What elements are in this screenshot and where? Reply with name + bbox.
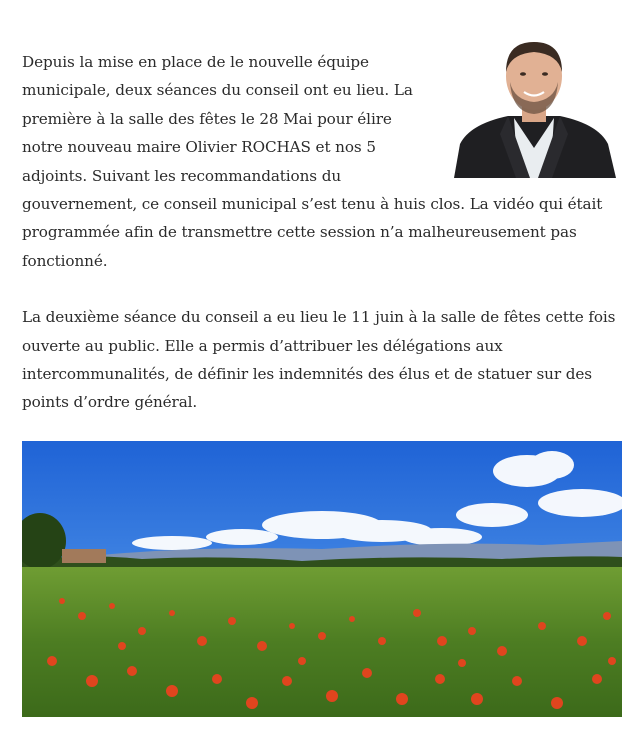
paragraph-first-session: Depuis la mise en place de le nouvelle équipe municipale, deux séances du conseil ont eu lieu. La première à la salle des fêtes le 28 Mai pour élire notre nouveau maire Olivier ROCHAS et nos 5 adjoints. Suivant les recommandations du gouvernement, ce conseil municipal s’est tenu à huis clos. La vidéo qui était programmée afin de transmettre cette session n’a malheureusement pas fonctionné. xyxy=(22,53,603,270)
poppy-field-photo xyxy=(22,441,622,717)
article-body xyxy=(22,0,622,417)
mayor-portrait-image xyxy=(446,36,622,178)
paragraph-second-session: La deuxième séance du conseil a eu lieu le 11 juin à la salle de fêtes cette fois ouverte au public. Elle a permis d’attribuer les délégations aux intercommunalités, de définir les indemnités des élus et de statuer sur des points d’ordre général. xyxy=(22,308,616,412)
mayor-portrait xyxy=(446,36,622,178)
poppy-field-image xyxy=(22,441,622,717)
